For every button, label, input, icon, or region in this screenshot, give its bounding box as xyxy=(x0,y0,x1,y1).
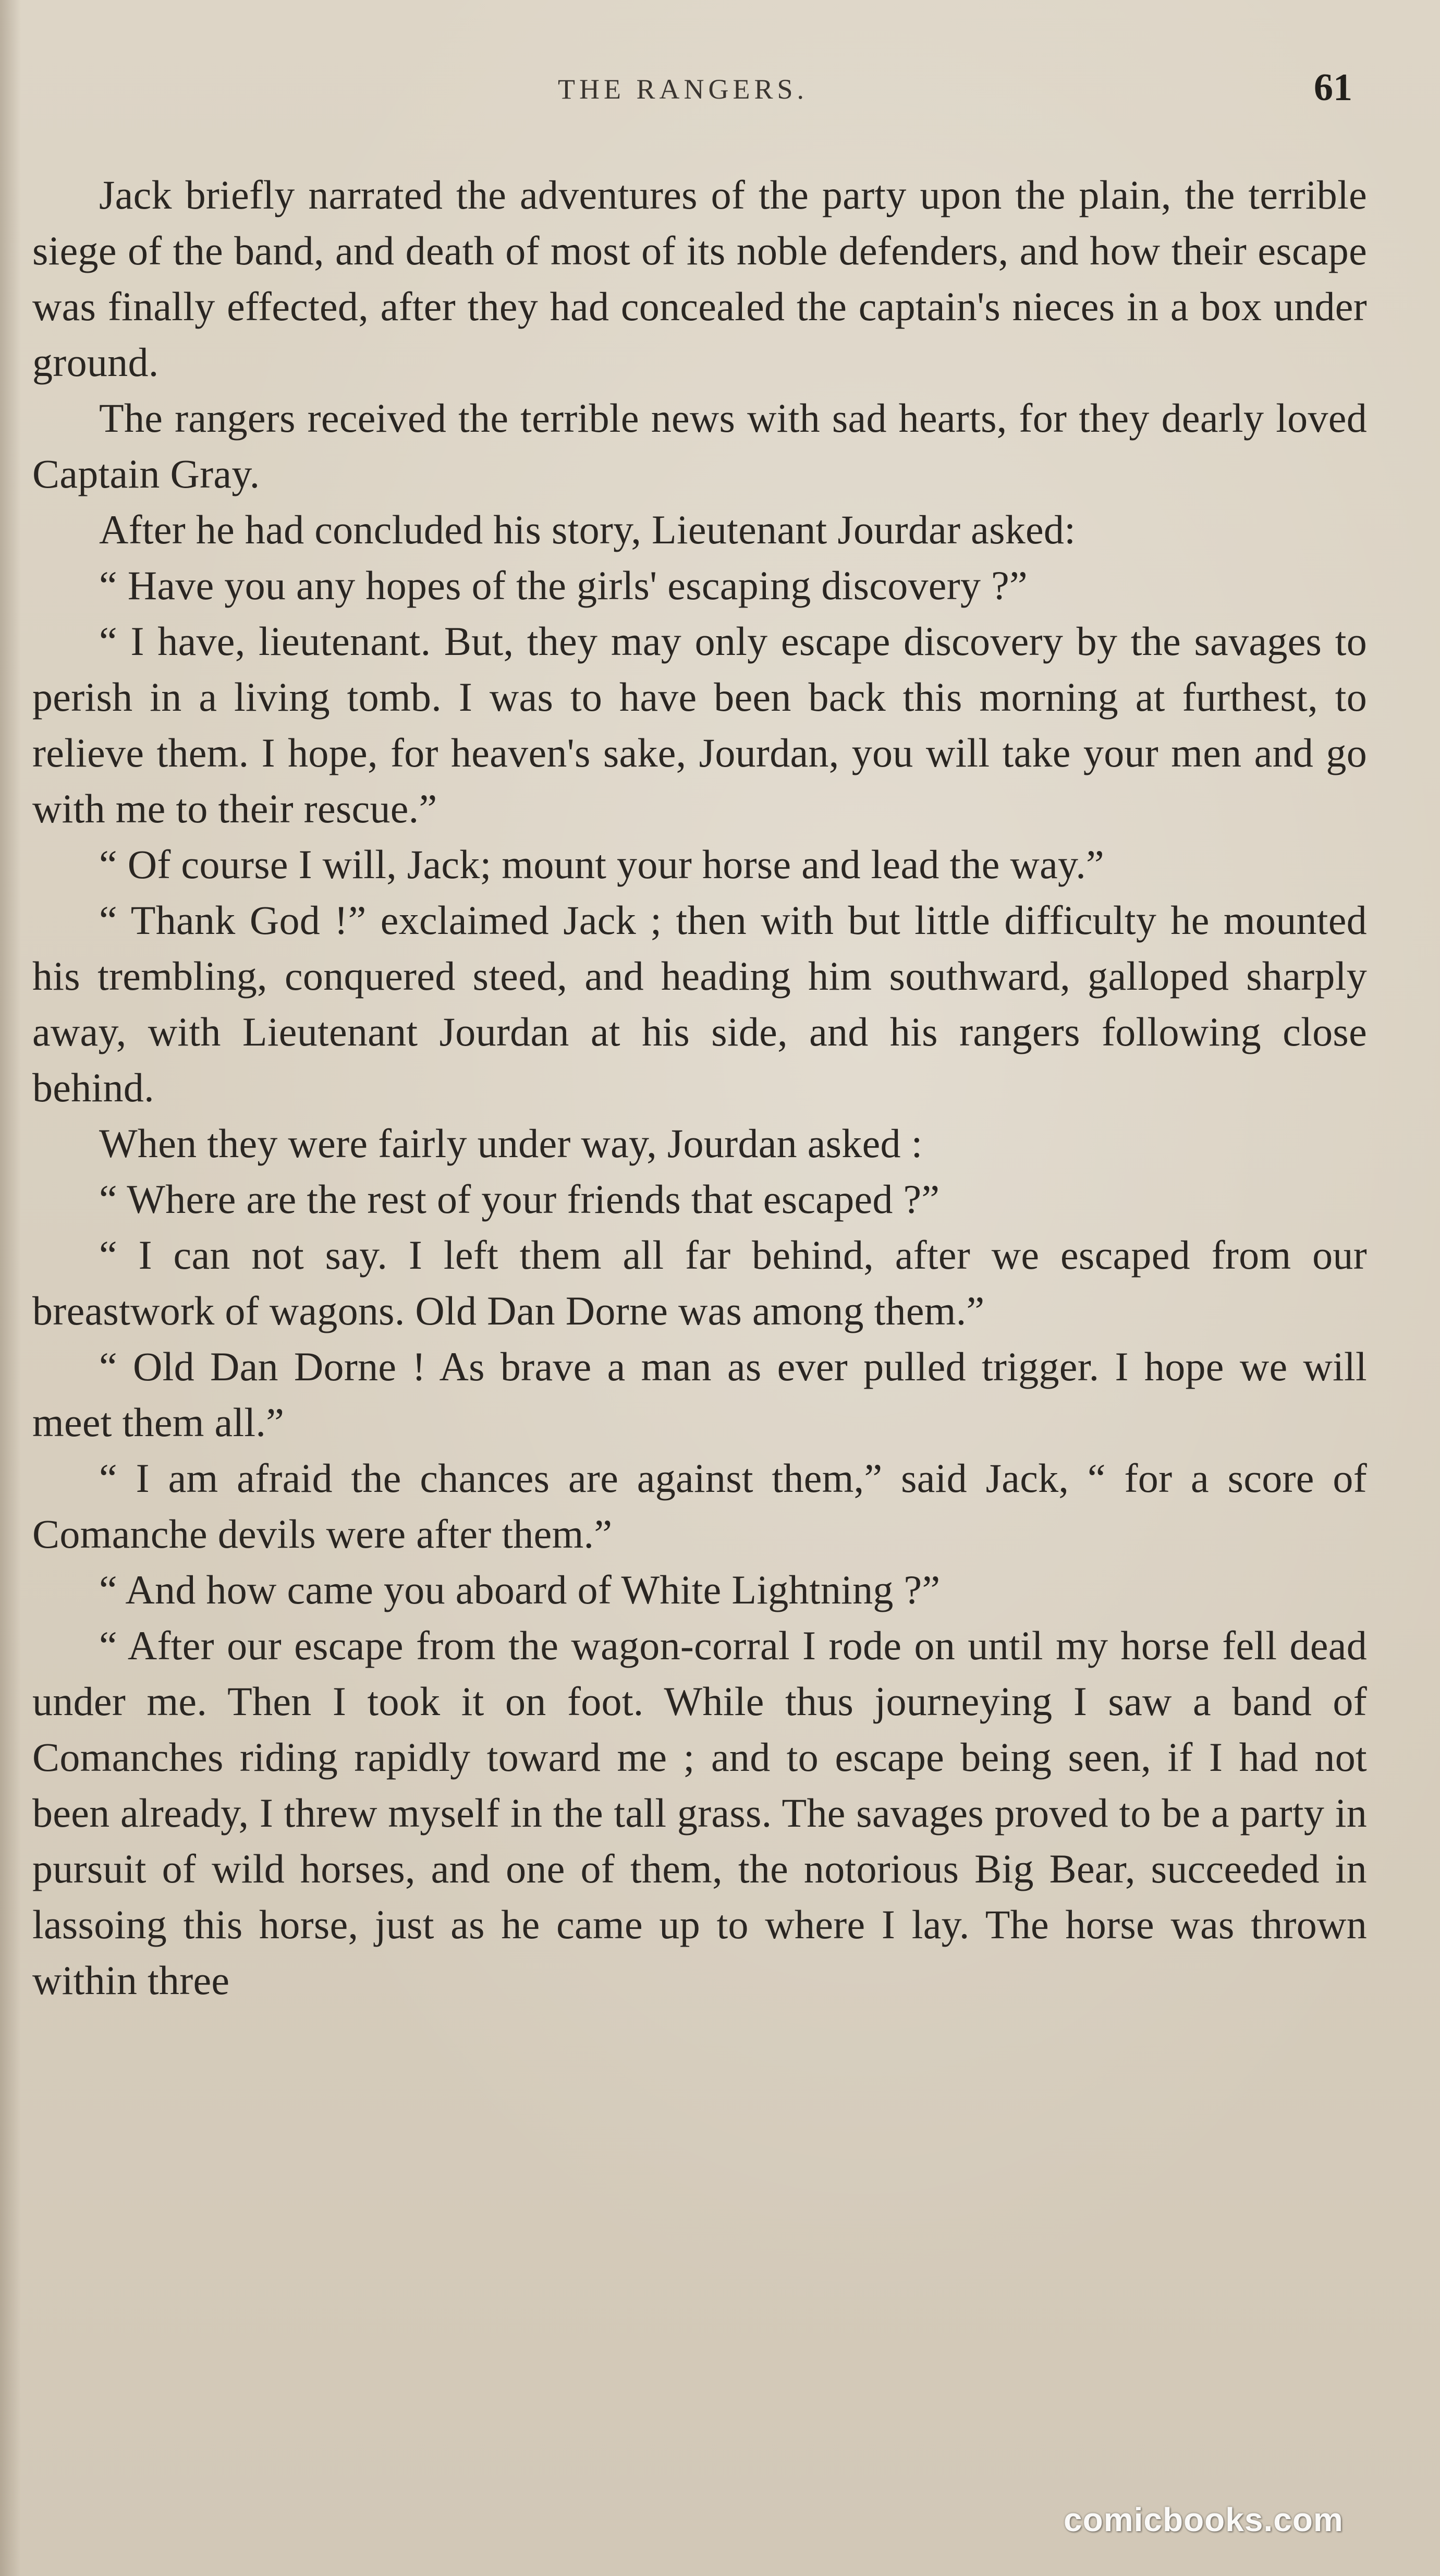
running-title: THE RANGERS. xyxy=(558,74,809,105)
paragraph: The rangers received the terrible news with sad hearts, for they dearly loved Captain Gray. xyxy=(32,395,1367,496)
paragraph: Jack briefly narrated the adventures of the party upon the plain, the terrible siege of the band, and death of most of its noble defenders, and how their escape was finally effected, after they had concealed the captain's nieces in a box under ground. xyxy=(32,172,1367,385)
page-number: 61 xyxy=(1314,66,1352,109)
paragraph: After he had concluded his story, Lieutenant Jourdar asked: xyxy=(99,507,1076,552)
body-text xyxy=(32,167,1367,2008)
paragraph: “ Where are the rest of your friends that escaped ?” xyxy=(99,1176,940,1222)
paragraph: “ Thank God !” exclaimed Jack ; then with but little difficulty he mounted his trembling, conquered steed, and heading him southward, galloped sharply away, with Lieutenant Jourdan at his side, and his rangers following close behind. xyxy=(32,897,1367,1110)
paragraph: When they were fairly under way, Jourdan asked : xyxy=(99,1121,923,1166)
paragraph: “ Have you any hopes of the girls' escaping discovery ?” xyxy=(99,563,1028,608)
paragraph: “ And how came you aboard of White Lightning ?” xyxy=(99,1567,941,1612)
running-head xyxy=(0,63,1440,125)
paragraph: “ Old Dan Dorne ! As brave a man as ever pulled trigger. I hope we will meet them all.” xyxy=(32,1344,1367,1445)
paragraph: “ After our escape from the wagon-corral I rode on until my horse fell dead under me. Then I took it on foot. While thus journeying I saw a band of Comanches riding rapidly toward me ; and to escape being seen, if I had not been already, I threw myself in the tall grass. The savages proved to be a party in pursuit of wild horses, and one of them, the notorious Big Bear, succeeded in lassoing this horse, just as he came up to where I lay. The horse was thrown within three xyxy=(32,1623,1367,2003)
paragraph: “ I am afraid the chances are against them,” said Jack, “ for a score of Comanche devils were after them.” xyxy=(32,1455,1367,1557)
paragraph: “ I can not say. I left them all far behind, after we escaped from our breastwork of wagons. Old Dan Dorne was among them.” xyxy=(32,1232,1367,1333)
page-binding-shadow xyxy=(0,0,21,2576)
watermark: comicbooks.com xyxy=(1064,2501,1344,2538)
paragraph: “ I have, lieutenant. But, they may only escape discovery by the savages to perish in a living tomb. I was to have been back this morning at furthest, to relieve them. I hope, for heaven's sake, Jourdan, you will take your men and go with me to their rescue.” xyxy=(32,618,1367,831)
paragraph: “ Of course I will, Jack; mount your horse and lead the way.” xyxy=(99,842,1104,887)
